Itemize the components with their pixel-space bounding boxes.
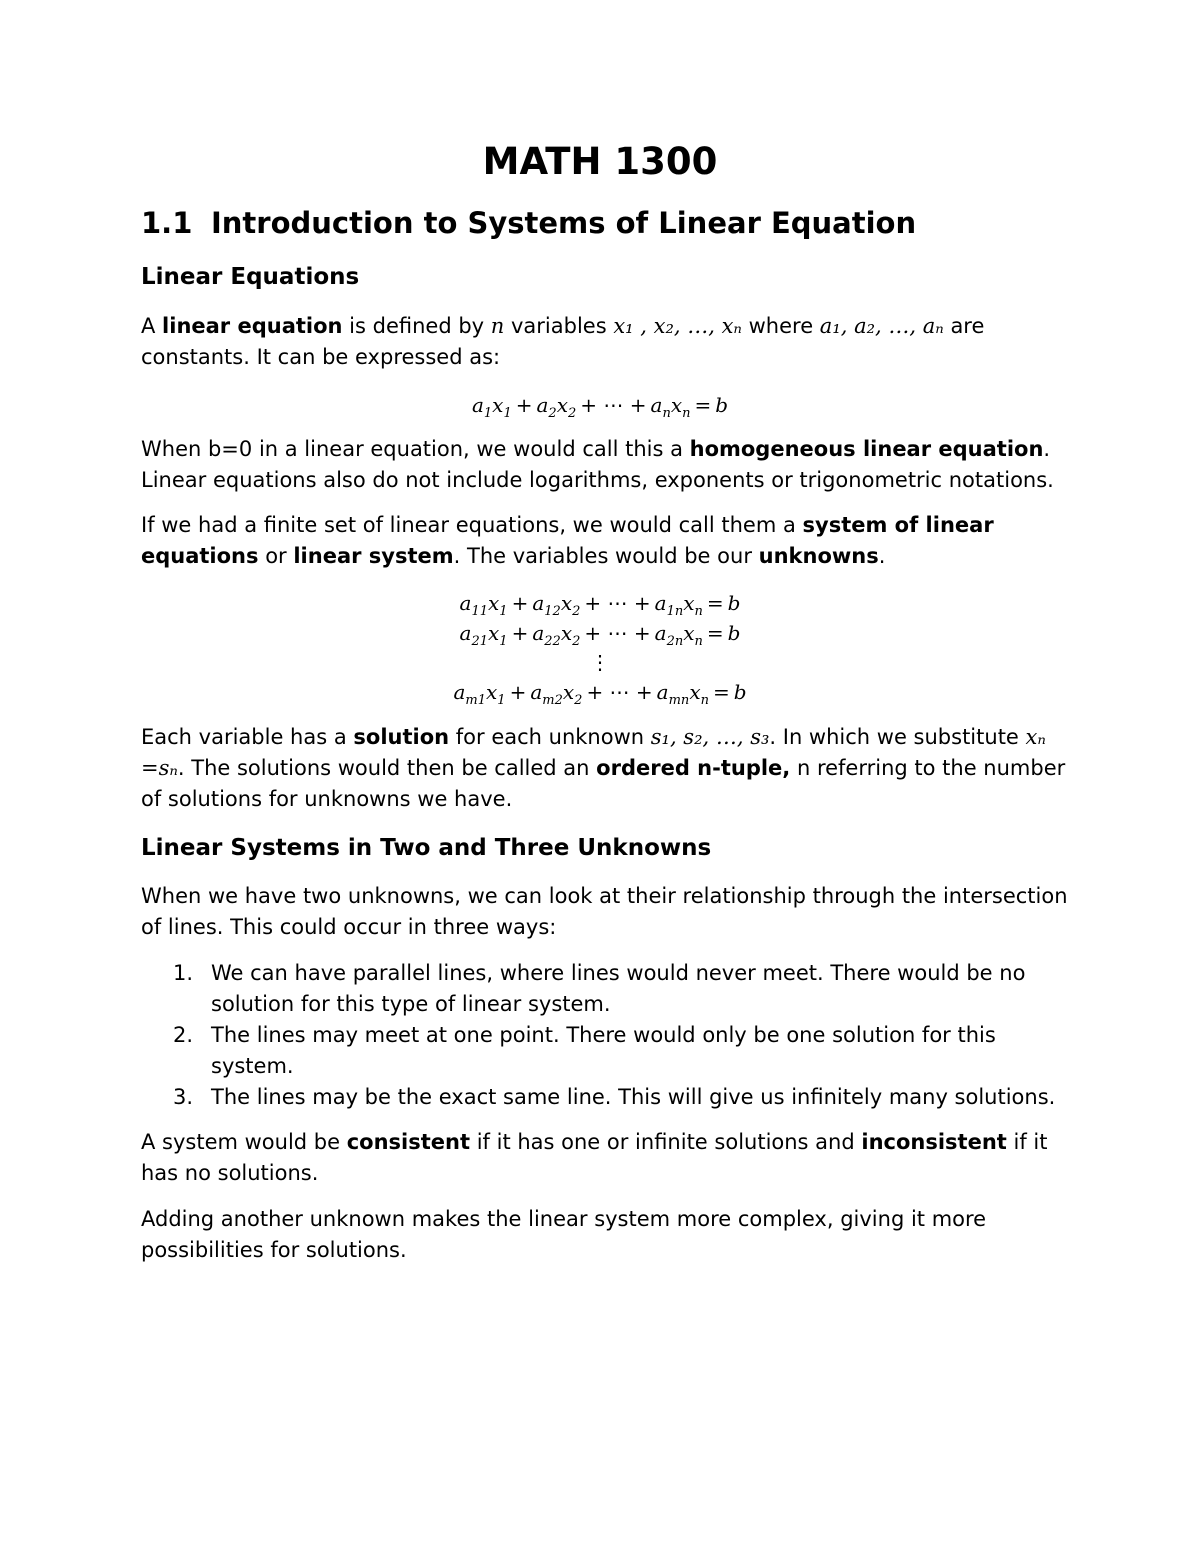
section-number: 1.1 — [141, 206, 193, 240]
substitution: xₙ =sₙ — [141, 725, 1046, 780]
paragraph-solution: Each variable has a solution for each unknown s₁, s₂, …, s₃. In which we substitute xₙ =sₙ. The solutions would then be called an ordered n-tuple, n referring to the number of solutions for unknowns we have. — [141, 725, 1066, 811]
system-row-2: $a_{21}x_1 + a_{22}x_2$ + ⋯ + $a_{2n}x_n = b$ — [459, 621, 741, 649]
paragraph-consistency: A system would be consistent if it has one or infinite solutions and inconsistent if it has no solutions. — [141, 1130, 1048, 1185]
linear-equation-formula: $a_1x_1 + a_2x_2$ + ⋯ + $a_nx_n = b$ — [471, 393, 729, 421]
system-row-1: $a_{11}x_1 + a_{12}x_2$ + ⋯ + $a_{1n}x_n = b$ — [459, 591, 741, 619]
paragraph-two-unknowns: When we have two unknowns, we can look at their relationship through the intersection of lines. This could occur in three ways: — [141, 884, 1068, 939]
paragraph-three-unknowns: Adding another unknown makes the linear system more complex, giving it more possibilities for solutions. — [141, 1207, 987, 1262]
term-consistent: consistent — [346, 1130, 471, 1154]
term-linear-equation: linear equation — [162, 314, 343, 338]
subheading-two-three-unknowns: Linear Systems in Two and Three Unknowns — [141, 835, 712, 861]
variable-list: x₁ , x₂, …, xₙ — [613, 314, 742, 338]
cases-list — [173, 958, 1073, 1113]
list-item: 3. The lines may be the exact same line. This will give us infinitely many solutions. — [173, 1085, 1056, 1109]
section-title: Introduction to Systems of Linear Equation — [211, 206, 917, 240]
paragraph-definition: A linear equation is defined by n variables x₁ , x₂, …, xₙ where a₁, a₂, …, aₙ are constants. It can be expressed as: — [141, 314, 985, 369]
variable-n: n — [490, 314, 505, 338]
paragraph-homogeneous: When b=0 in a linear equation, we would call this a homogeneous linear equation. Linear equations also do not include logarithms, exponents or trigonometric notations. — [141, 437, 1054, 492]
list-item: 2. The lines may meet at one point. There would only be one solution for this system. — [173, 1023, 996, 1078]
term-linear-system: linear system — [293, 544, 454, 568]
constant-list: a₁, a₂, …, aₙ — [819, 314, 944, 338]
solution-list: s₁, s₂, …, s₃ — [650, 725, 770, 749]
subheading-linear-equations: Linear Equations — [141, 264, 360, 290]
paragraph-linear-system: If we had a finite set of linear equations, we would call them a system of linear equations or linear system. The variables would be our unknowns. — [141, 513, 994, 568]
term-homogeneous-linear-equation: homogeneous linear equation — [689, 437, 1044, 461]
term-system-of-linear-equations: system of linear equations — [141, 513, 994, 568]
term-solution: solution — [353, 725, 450, 749]
vertical-ellipsis: ⋮ — [590, 650, 610, 674]
term-ordered-n-tuple: ordered n-tuple, — [596, 756, 791, 780]
document-title: MATH 1300 — [482, 140, 718, 183]
system-row-m: $a_{m1}x_1 + a_{m2}x_2$ + ⋯ + $a_{mn}x_n = b$ — [453, 680, 747, 708]
section-heading — [141, 204, 916, 242]
list-item: 1. We can have parallel lines, where lines would never meet. There would be no solution for this type of linear system. — [173, 961, 1026, 1016]
term-unknowns: unknowns — [758, 544, 879, 568]
term-inconsistent: inconsistent — [861, 1130, 1007, 1154]
